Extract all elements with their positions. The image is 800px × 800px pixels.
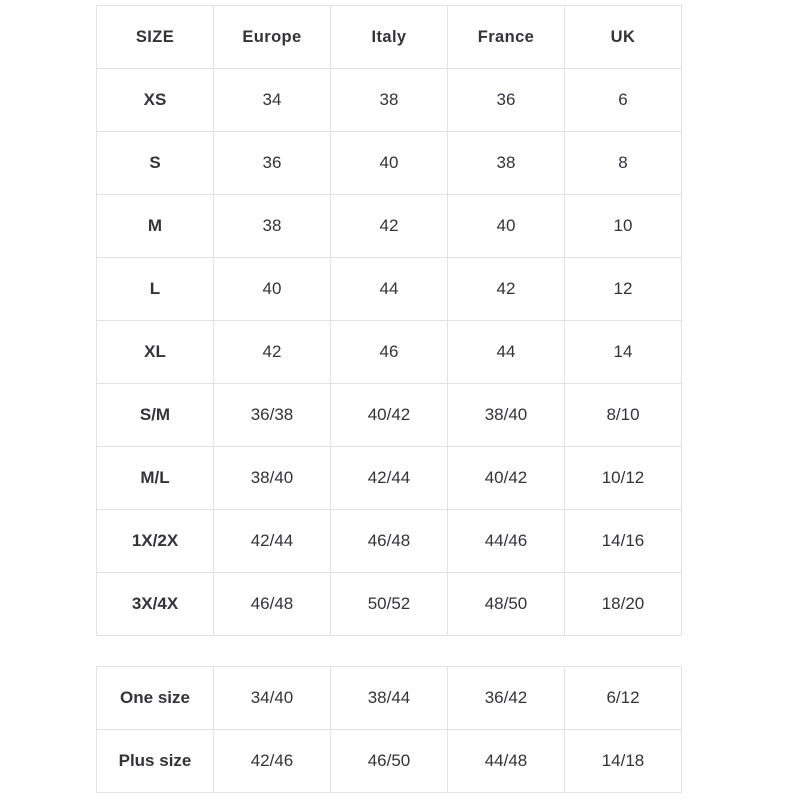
column-header-france: France <box>448 6 565 69</box>
table-cell: 34 <box>214 69 331 132</box>
table-cell: 42 <box>214 321 331 384</box>
table-cell: 42/44 <box>331 447 448 510</box>
table-row <box>97 573 682 636</box>
column-header-size: SIZE <box>97 6 214 69</box>
table-cell: 48/50 <box>448 573 565 636</box>
row-label: S/M <box>97 384 214 447</box>
table-cell: 36 <box>448 69 565 132</box>
table-cell: 46 <box>331 321 448 384</box>
table-cell: 42 <box>448 258 565 321</box>
table-cell: 42/44 <box>214 510 331 573</box>
row-label: XS <box>97 69 214 132</box>
row-label: 3X/4X <box>97 573 214 636</box>
table-header-row <box>97 6 682 69</box>
table-cell: 34/40 <box>214 667 331 730</box>
table-cell: 14/16 <box>565 510 682 573</box>
table-cell: 46/50 <box>331 730 448 793</box>
table-header <box>97 6 682 69</box>
table-row <box>97 510 682 573</box>
table-cell: 44 <box>448 321 565 384</box>
table-cell: 38 <box>448 132 565 195</box>
column-header-italy: Italy <box>331 6 448 69</box>
table-row <box>97 258 682 321</box>
table-row <box>97 384 682 447</box>
table-cell: 36/38 <box>214 384 331 447</box>
table-cell: 42/46 <box>214 730 331 793</box>
table-cell: 38 <box>331 69 448 132</box>
table-cell: 14/18 <box>565 730 682 793</box>
table-row <box>97 667 682 730</box>
row-label: 1X/2X <box>97 510 214 573</box>
table-cell: 18/20 <box>565 573 682 636</box>
row-label: L <box>97 258 214 321</box>
table-body <box>97 69 682 636</box>
table-cell: 36 <box>214 132 331 195</box>
table-cell: 40 <box>214 258 331 321</box>
table-cell: 50/52 <box>331 573 448 636</box>
table-row <box>97 730 682 793</box>
table-cell: 40/42 <box>331 384 448 447</box>
table-cell: 10/12 <box>565 447 682 510</box>
row-label: One size <box>97 667 214 730</box>
table-row <box>97 321 682 384</box>
table-body <box>97 667 682 793</box>
table-row <box>97 69 682 132</box>
table-cell: 46/48 <box>331 510 448 573</box>
table-row <box>97 447 682 510</box>
table-cell: 38 <box>214 195 331 258</box>
table-cell: 6/12 <box>565 667 682 730</box>
row-label: Plus size <box>97 730 214 793</box>
table-cell: 38/40 <box>214 447 331 510</box>
table-cell: 6 <box>565 69 682 132</box>
table-cell: 38/40 <box>448 384 565 447</box>
column-header-uk: UK <box>565 6 682 69</box>
table-cell: 44 <box>331 258 448 321</box>
table-cell: 44/48 <box>448 730 565 793</box>
table-cell: 10 <box>565 195 682 258</box>
column-header-europe: Europe <box>214 6 331 69</box>
table-cell: 46/48 <box>214 573 331 636</box>
table-row <box>97 195 682 258</box>
table-cell: 40/42 <box>448 447 565 510</box>
table-cell: 8 <box>565 132 682 195</box>
table-cell: 8/10 <box>565 384 682 447</box>
table-cell: 12 <box>565 258 682 321</box>
table-row <box>97 132 682 195</box>
row-label: XL <box>97 321 214 384</box>
table-cell: 36/42 <box>448 667 565 730</box>
row-label: M <box>97 195 214 258</box>
special-sizes-table <box>96 666 682 793</box>
size-conversion-table <box>96 5 682 636</box>
table-cell: 40 <box>331 132 448 195</box>
table-cell: 42 <box>331 195 448 258</box>
table-cell: 38/44 <box>331 667 448 730</box>
row-label: S <box>97 132 214 195</box>
table-cell: 44/46 <box>448 510 565 573</box>
row-label: M/L <box>97 447 214 510</box>
table-cell: 40 <box>448 195 565 258</box>
table-cell: 14 <box>565 321 682 384</box>
